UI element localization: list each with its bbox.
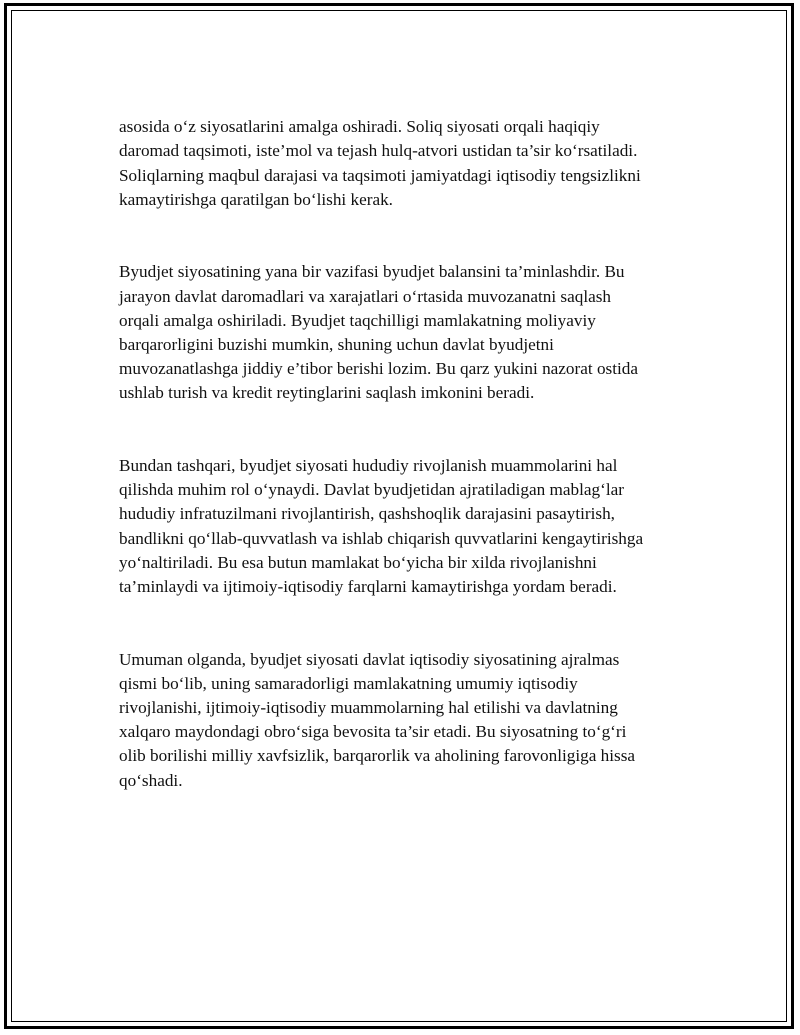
- paragraph-conclusion: Umuman olganda, byudjet siyosati davlat iqtisodiy siyosatining ajralmas qismi bo‘lib, uning samaradorligi mamlakatning umumiy iqtisodiy rivojlanishi, ijtimoiy-iqtisodiy muammolarning hal etilishi va davlatning xalqaro maydondagi obro‘siga bevosita ta’sir etadi. Bu siyosatning to‘g‘ri olib borilishi milliy xavfsizlik, barqarorlik va aholining farovonligiga hissa qo‘shadi.: [119, 649, 636, 790]
- paragraph-tax-policy: asosida o‘z siyosatlarini amalga oshiradi. Soliq siyosati orqali haqiqiy daromad taqsimoti, iste’mol va tejash hulq-atvori ustidan ta’sir ko‘rsatiladi. Soliqlarning maqbul darajasi va taqsimoti jamiyatdagi iqtisodiy tengsizlikni kamaytirishga qaratilgan bo‘lishi kerak.: [119, 117, 641, 209]
- paragraph-budget-balance: Byudjet siyosatining yana bir vazifasi byudjet balansini ta’minlashdir. Bu jarayon davlat daromadlari va xarajatlari o‘rtasida muvozanatni saqlash orqali amalga oshiriladi. Byudjet taqchilligi mamlakatning moliyaviy barqarorligini buzishi mumkin, shuning uchun davlat byudjetni muvozanatlashga jiddiy e’tibor berishi lozim. Bu qarz yukini nazorat ostida ushlab turish va kredit reytinglarini saqlash imkonini beradi.: [119, 262, 638, 403]
- paragraph-regional-development: Bundan tashqari, byudjet siyosati hududiy rivojlanish muammolarini hal qilishda muhim rol o‘ynaydi. Davlat byudjetidan ajratiladigan mablag‘lar hududiy infratuzilmani rivojlantirish, qashshoqlik darajasini pasaytirish, bandlikni qo‘llab-quvvatlash va ishlab chiqarish quvvatlarini kengaytirishga yo‘naltiriladi. Bu esa butun mamlakat bo‘yicha bir xilda rivojlanishni ta’minlaydi va ijtimoiy-iqtisodiy farqlarni kamaytirishga yordam beradi.: [119, 456, 644, 597]
- document-body: [119, 91, 689, 817]
